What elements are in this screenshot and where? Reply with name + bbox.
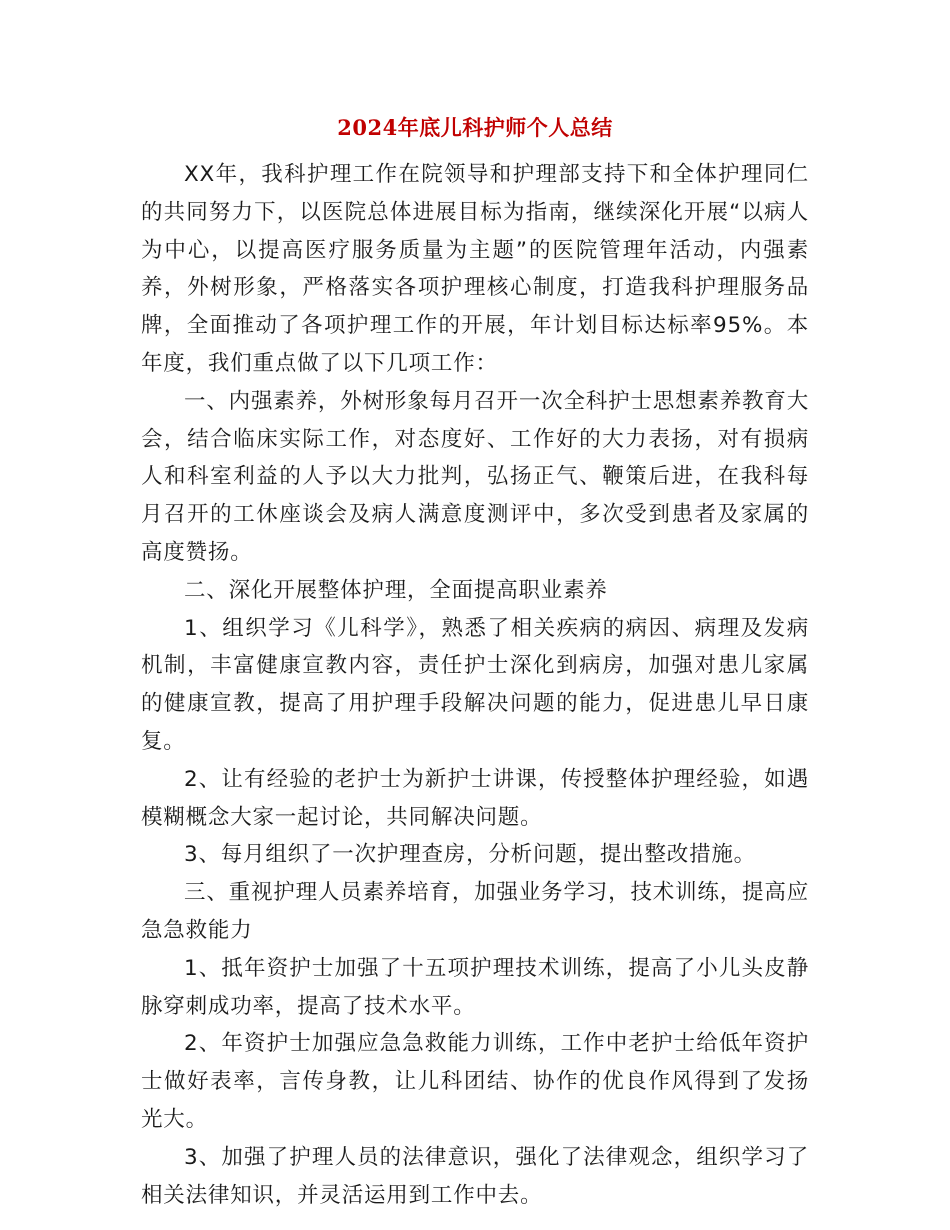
- paragraph-section-2-item-3: 3、每月组织了一次护理查房，分析问题，提出整改措施。: [184, 842, 756, 868]
- paragraph-section-3-item-3: 3、加强了护理人员的法律意识，强化了法律观念，组织学习了相关法律知识，并灵活运用到工作中去。: [141, 1144, 809, 1208]
- paragraph-intro: XX年，我科护理工作在院领导和护理部支持下和全体护理同仁的共同努力下，以医院总体进展目标为指南，继续深化开展“以病人为中心，以提高医疗服务质量为主题”的医院管理年活动，内强素养，外树形象，严格落实各项护理核心制度，打造我科护理服务品牌，全面推动了各项护理工作的开展，年计划目标达标率95%。本年度，我们重点做了以下几项工作：: [141, 162, 809, 376]
- heading-section-2: 二、深化开展整体护理，全面提高职业素养: [184, 577, 608, 603]
- heading-section-3: 三、重视护理人员素养培育，加强业务学习，技术训练，提高应急急救能力: [141, 880, 809, 943]
- paragraph-section-3-item-1: 1、抵年资护士加强了十五项护理技术训练，提高了小儿头皮静脉穿刺成功率，提高了技术水平。: [141, 955, 809, 1019]
- paragraph-section-1: 一、内强素养，外树形象每月召开一次全科护士思想素养教育大会，结合临床实际工作，对态度好、工作好的大力表扬，对有损病人和科室利益的人予以大力批判，弘扬正气、鞭策后进，在我科每月召开的工休座谈会及病人满意度测评中，多次受到患者及家属的高度赞扬。: [141, 388, 809, 565]
- document-title: 2024年底儿科护师个人总结: [337, 115, 613, 140]
- paragraph-section-2-item-1: 1、组织学习《儿科学》，熟悉了相关疾病的病因、病理及发病机制，丰富健康宣教内容，责任护士深化到病房，加强对患儿家属的健康宣教，提高了用护理手段解决问题的能力，促进患儿早日康复。: [141, 615, 809, 754]
- document-body: [141, 156, 809, 1214]
- paragraph-section-3-item-2: 2、年资护士加强应急急救能力训练，工作中老护士给低年资护士做好表率，言传身教，让儿科团结、协作的优良作风得到了发扬光大。: [141, 1031, 809, 1132]
- paragraph-section-2-item-2: 2、让有经验的老护士为新护士讲课，传授整体护理经验，如遇模糊概念大家一起讨论，共同解决问题。: [141, 766, 809, 830]
